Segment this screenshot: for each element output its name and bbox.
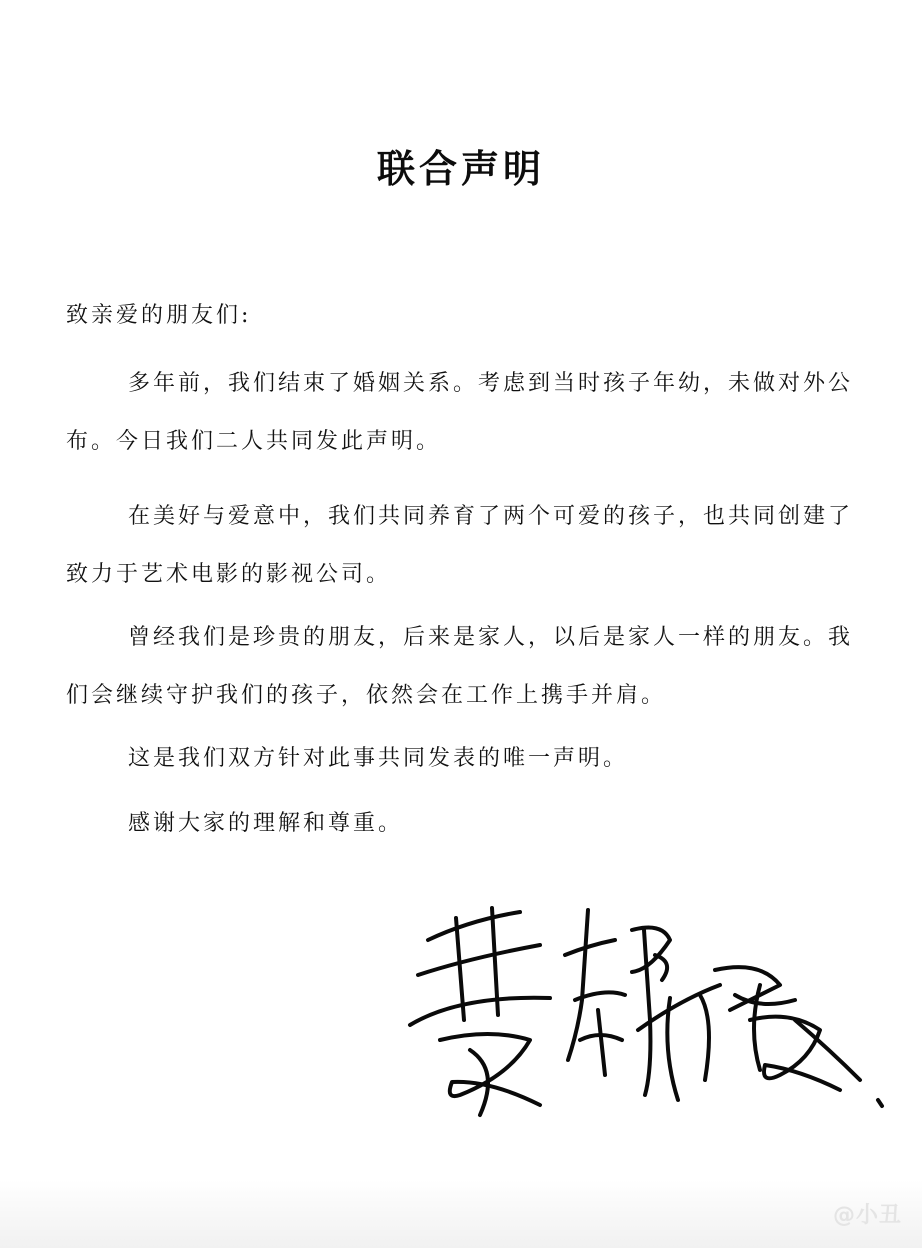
salutation: 致亲爱的朋友们:	[66, 303, 252, 328]
bottom-fade-bar	[0, 1180, 922, 1248]
paragraph-4: 这是我们双方针对此事共同发表的唯一声明。	[128, 746, 629, 771]
watermark: @小丑	[832, 1203, 902, 1228]
paragraph-2: 在美好与爱意中，我们共同养育了两个可爱的孩子，也共同创建了致力于艺术电影的影视公司。	[66, 504, 854, 587]
paragraph-5: 感谢大家的理解和尊重。	[128, 811, 404, 836]
document-title: 联合声明	[376, 147, 545, 191]
paragraph-3: 曾经我们是珍贵的朋友，后来是家人，以后是家人一样的朋友。我们会继续守护我们的孩子，依然会在工作上携手并肩。	[66, 625, 854, 708]
paragraph-1: 多年前，我们结束了婚姻关系。考虑到当时孩子年幼，未做对外公布。今日我们二人共同发此声明。	[66, 371, 854, 454]
handwritten-signature	[400, 900, 910, 1200]
